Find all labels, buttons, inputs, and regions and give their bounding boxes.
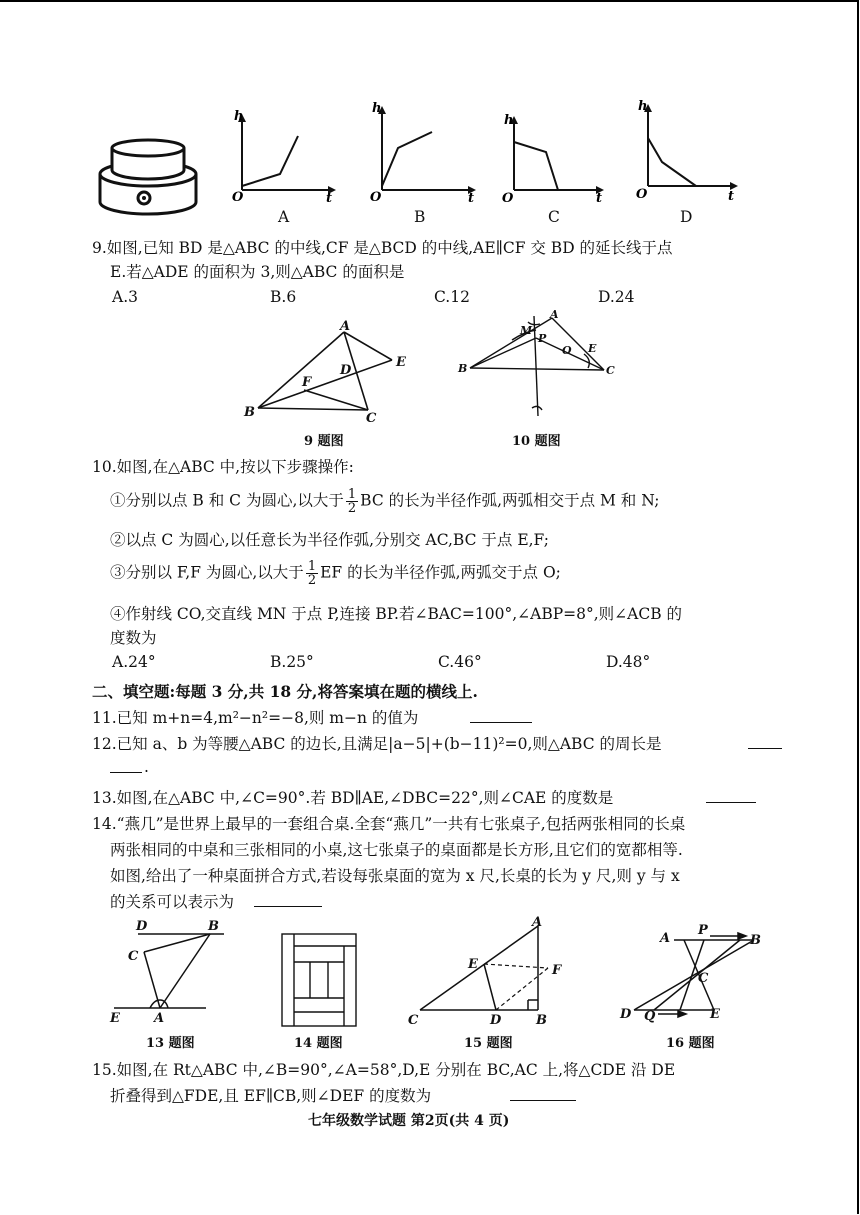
q9-option-b: B.6 (270, 288, 297, 306)
fig10-label-e: E (588, 342, 597, 355)
axis-t-label: t (468, 191, 475, 206)
origin-label: O (232, 190, 244, 205)
origin-label: O (370, 190, 382, 205)
fig16-label-e: E (710, 1007, 720, 1022)
origin-label: O (636, 187, 648, 202)
fig15-label-f: F (552, 963, 562, 978)
cylinder-figure (98, 140, 208, 215)
fig9-label-e: E (396, 355, 406, 370)
section-2-heading: 二、填空题:每题 3 分,共 18 分,将答案填在题的横线上. (92, 682, 478, 701)
q10-stem: 10.如图,在△ABC 中,按以下步骤操作: (92, 458, 354, 476)
q12-answer-blank-1[interactable] (748, 748, 782, 749)
q12-answer-blank-2[interactable] (110, 772, 142, 773)
q9-option-d: D.24 (598, 288, 635, 306)
graph-option-a-label: A (278, 208, 290, 226)
fig10-label-a: A (550, 308, 559, 321)
q12-period: . (144, 758, 149, 776)
fig10-label-m: M (520, 324, 533, 337)
q11-stem: 11.已知 m+n=4,m²−n²=−8,则 m−n 的值为 (92, 709, 419, 727)
graph-option-d-label: D (680, 208, 693, 226)
q15-stem-line1: 15.如图,在 Rt△ABC 中,∠B=90°,∠A=58°,D,E 分别在 BC,AC 上,将△CDE 沿 DE (92, 1061, 676, 1079)
q15-answer-blank[interactable] (510, 1100, 576, 1101)
fig15-label-c: C (408, 1013, 419, 1028)
q13-answer-blank[interactable] (706, 802, 756, 803)
graph-option-a (232, 109, 342, 206)
q14-figure-caption: 14 题图 (294, 1036, 343, 1051)
q10-option-a: A.24° (112, 653, 156, 671)
fig16-label-b: B (750, 933, 761, 948)
fig10-label-p: P (538, 332, 547, 345)
q9-stem-line1: 9.如图,已知 BD 是△ABC 的中线,CF 是△BCD 的中线,AE∥CF 交 BD 的延长线于点 (92, 239, 673, 257)
q10-step4-line2: 度数为 (110, 629, 157, 647)
q10-option-c: C.46° (438, 653, 482, 671)
fig9-label-c: C (366, 411, 377, 426)
q11-answer-blank[interactable] (470, 722, 532, 723)
q9-stem-line2: E.若△ADE 的面积为 3,则△ABC 的面积是 (110, 263, 405, 281)
q9-option-a: A.3 (112, 288, 138, 306)
fraction-half: $\frac{1}{2}$ (307, 559, 317, 588)
fig16-label-p: P (698, 923, 708, 938)
fig9-label-a: A (340, 319, 351, 334)
axis-h-label: h (372, 101, 382, 116)
q9-figure-caption: 9 题图 (304, 434, 344, 449)
fig13-label-a: A (154, 1011, 165, 1026)
fig16-label-d: D (620, 1007, 632, 1022)
fig9-label-b: B (244, 405, 255, 420)
q14-line2: 两张相同的中桌和三张相同的小桌,这七张桌子的桌面都是长方形,且它们的宽都相等. (110, 841, 683, 859)
q14-answer-blank[interactable] (254, 906, 322, 907)
fig15-label-a: A (532, 915, 543, 930)
q13-stem: 13.如图,在△ABC 中,∠C=90°.若 BD∥AE,∠DBC=22°,则∠CAE 的度数是 (92, 789, 614, 807)
axis-t-label: t (596, 191, 603, 206)
q14-line4: 的关系可以表示为 (110, 893, 235, 911)
q12-stem-line1: 12.已知 a、b 为等腰△ABC 的边长,且满足|a−5|+(b−11)²=0,则△ABC 的周长是 (92, 735, 662, 753)
q13-figure (110, 916, 230, 1026)
fig15-label-e: E (468, 957, 478, 972)
q9-figure (240, 318, 420, 428)
q10-figure-caption: 10 题图 (512, 434, 561, 449)
axis-t-label: t (326, 191, 333, 206)
fig9-label-d: D (340, 363, 352, 378)
q15-figure (404, 916, 574, 1028)
q10-step2: ②以点 C 为圆心,以任意长为半径作弧,分别交 AC,BC 于点 E,F; (110, 531, 549, 549)
q14-line1: 14.“燕几”是世界上最早的一套组合桌.全套“燕几”一共有七张桌子,包括两张相同的长桌 (92, 815, 686, 833)
axis-h-label: h (504, 113, 514, 128)
q16-figure-caption: 16 题图 (666, 1036, 715, 1051)
fig10-label-o: O (562, 344, 572, 357)
q14-line3: 如图,给出了一种桌面拼合方式,若设每张桌面的宽为 x 尺,长桌的长为 y 尺,则 y 与 x (110, 867, 680, 885)
q10-option-d: D.48° (606, 653, 651, 671)
fig10-label-b: B (458, 362, 468, 375)
graph-option-d (636, 98, 746, 202)
graph-option-c-label: C (548, 208, 560, 226)
fig16-label-a: A (660, 931, 671, 946)
graph-option-b-label: B (414, 208, 426, 226)
fig13-label-c: C (128, 949, 139, 964)
fig15-label-d: D (490, 1013, 502, 1028)
fig13-label-d: D (136, 919, 148, 934)
fig13-label-b: B (208, 919, 219, 934)
axis-h-label: h (234, 109, 244, 124)
origin-label: O (502, 191, 514, 206)
q10-figure (456, 308, 626, 422)
axis-t-label: t (728, 189, 735, 204)
q10-step3: ③分别以 F,F 为圆心,以大于 $\frac{1}{2}$ EF 的长为半径作弧,两弧交于点 O; (110, 559, 561, 588)
q14-figure (280, 932, 360, 1028)
page-footer: 七年级数学试题 第2页(共 4 页) (308, 1113, 510, 1129)
fig16-label-c: C (698, 971, 709, 986)
fig15-label-b: B (536, 1013, 547, 1028)
fraction-half: $\frac{1}{2}$ (347, 487, 357, 516)
axis-h-label: h (638, 99, 648, 114)
q13-figure-caption: 13 题图 (146, 1036, 195, 1051)
fig9-label-f: F (302, 375, 312, 390)
graph-option-b (370, 100, 480, 206)
q9-option-c: C.12 (434, 288, 470, 306)
fig13-label-e: E (110, 1011, 120, 1026)
graph-option-c (502, 112, 612, 206)
q10-step1: ①分别以点 B 和 C 为圆心,以大于 $\frac{1}{2}$ BC 的长为半径作弧,两弧相交于点 M 和 N; (110, 487, 660, 516)
fig16-label-q: Q (644, 1009, 656, 1024)
fig10-label-c: C (606, 364, 615, 377)
q10-step4-line1: ④作射线 CO,交直线 MN 于点 P,连接 BP.若∠BAC=100°,∠ABP=8°,则∠ACB 的 (110, 605, 683, 623)
q15-stem-line2: 折叠得到△FDE,且 EF∥CB,则∠DEF 的度数为 (110, 1087, 432, 1105)
q15-figure-caption: 15 题图 (464, 1036, 513, 1051)
q10-option-b: B.25° (270, 653, 314, 671)
q16-figure (614, 916, 774, 1026)
